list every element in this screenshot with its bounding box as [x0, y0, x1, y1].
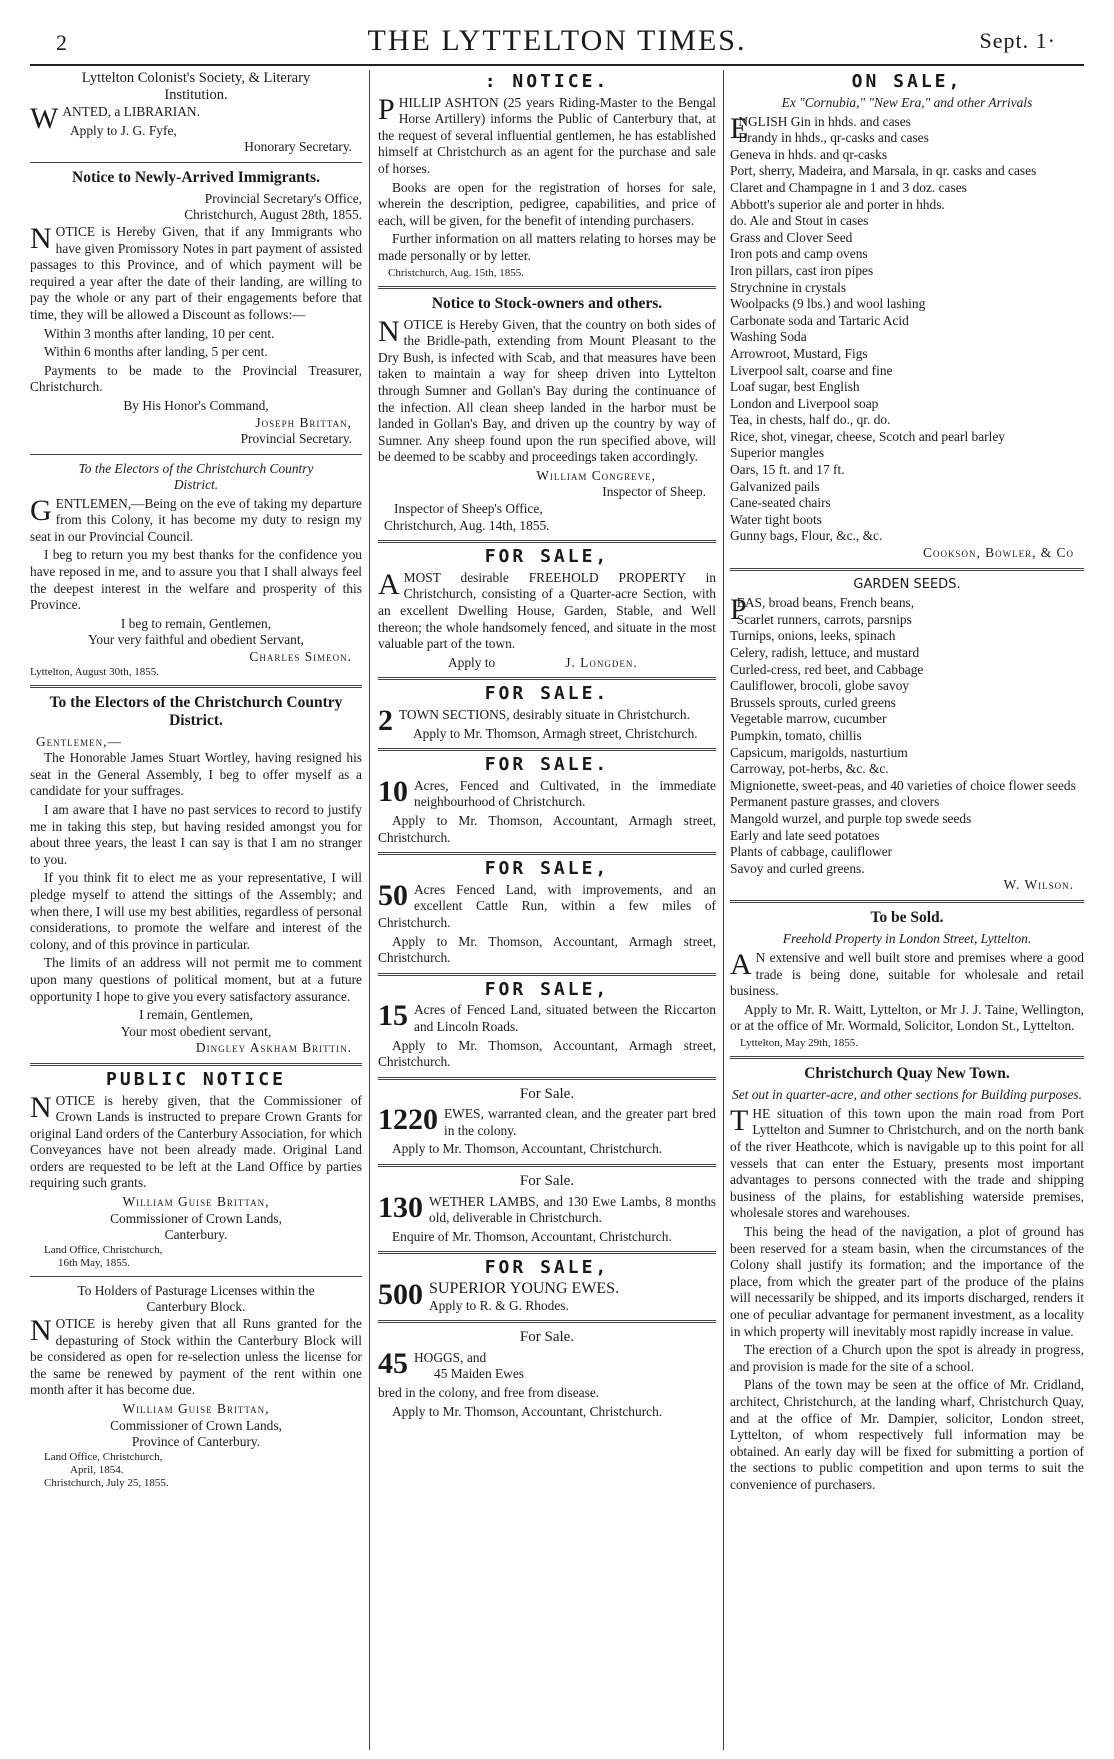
apply-line: Enquire of Mr. Thomson, Accountant, Christchurch.	[392, 1228, 672, 1244]
advert-on-sale	[730, 71, 1084, 562]
advert-body: If you think fit to elect me as your representative, I will pledge myself to attend the sittings of the Assembly; and when there, I will use my best abilities, regardless of personal considerations, to promote the welfare and interest of the colony, and of this province in particular.	[30, 870, 362, 952]
discount-line: Within 6 months after landing, 5 per cent.	[44, 344, 268, 360]
advert-body: OTICE is hereby given that all Runs granted for the depasturing of Stock within the Canterbury Block will be considered as open for re-selection unless the license for the same be renewed by payment of the rent within one month after it has become due.	[30, 1316, 362, 1398]
advert-title: FOR SALE,	[484, 1257, 610, 1279]
advert-body: HE situation of this town upon the main road from Port Lyttelton and Sumner to Christchurch, and on the north bank of the river Heathcote, which is navigable up to this point for all vessels that can enter the Estuary, presents most important advantages to persons connected with the trade and shipping business of the plains, for establishing waterside premises, wholesale stores and warehouses.	[730, 1105, 1084, 1221]
list-item: Vegetable marrow, cucumber	[730, 711, 887, 727]
advert-body: EWES, warranted clean, and the greater part bred in the colony.	[444, 1106, 716, 1138]
drop-cap: T	[730, 1103, 749, 1137]
advert-body: I am aware that I have no past services to record to justify me in taking this step, but having resided amongst you for about three years, the least I can say is that I am no stranger to you.	[30, 802, 362, 867]
advert-heading: District.	[173, 476, 219, 492]
signature: Charles Simeon.	[249, 649, 352, 665]
divider	[730, 1056, 1084, 1059]
apply-line: Apply to Mr. R. Waitt, Lyttelton, or Mr J. J. Taine, Wellington, or at the office of Mr. Wormald, Solicitor, London St., Lyttelton.	[730, 1001, 1084, 1034]
list-item: Strychnine in crystals	[730, 279, 847, 295]
list-item: Rice, shot, vinegar, cheese, Scotch and pearl barley	[730, 428, 1005, 444]
advert-hoggs	[378, 1329, 716, 1420]
drop-cap: N	[30, 221, 52, 255]
list-item: Arrowroot, Mustard, Figs	[730, 345, 868, 361]
office-line: Provincial Secretary's Office,	[204, 190, 362, 206]
list-item: Grass and Clover Seed	[730, 229, 853, 245]
divider	[378, 677, 716, 680]
list-item: Geneva in hhds. and qr-casks	[730, 146, 888, 162]
advert-title: FOR SALE.	[484, 754, 610, 776]
list-item: Claret and Champagne in 1 and 3 doz. cases	[730, 179, 967, 195]
advert-heading: Institution.	[164, 87, 228, 103]
list-item: Plants of cabbage, cauliflower	[730, 844, 893, 860]
advert-title: For Sale.	[519, 1085, 575, 1102]
list-item: Iron pots and camp ovens	[730, 246, 868, 262]
column-divider	[723, 70, 724, 1750]
divider	[378, 748, 716, 751]
divider	[30, 454, 362, 455]
advert-to-be-sold	[730, 909, 1084, 1050]
list-item: Galvanized pails	[730, 478, 820, 494]
list-item: Brandy in hhds., qr-casks and cases	[738, 130, 929, 146]
list-item: Mignionette, sweet-peas, and 40 varieties of choice flower seeds	[730, 777, 1076, 793]
list-item: Gunny bags, Flour, &c., &c.	[730, 528, 883, 544]
masthead	[0, 0, 1114, 66]
advert-brittin	[30, 694, 362, 1057]
closing-line: Your most obedient servant,	[120, 1023, 272, 1039]
advert-stock-owners	[378, 295, 716, 535]
advert-ewes	[378, 1086, 716, 1158]
advert-body: I beg to return you my best thanks for the confidence you have reposed in me, and to assure you that I shall always feel the deepest interest in the welfare and prosperity of this Province.	[30, 547, 362, 613]
advert-body: HOGGS, and	[414, 1349, 487, 1365]
signature: Cookson, Bowler, & Co	[923, 545, 1074, 561]
advert-public-notice	[30, 1068, 362, 1270]
issue-date: Sept. 1·	[979, 28, 1056, 53]
advert-body: OTICE is Hereby Given, that if any Immigrants who have given Promissory Notes in part payment of assisted passages to this Province, and of which payment will be required a year after the date of their landing, are willing to pay the whole or any part of their engagements before that time, they will be allowed a Discount as follows:—	[30, 223, 362, 322]
advert-body: OTICE is Hereby Given, that the country on both sides of the Bridle-path, extending from Mount Pleasant to the Dry Bush, is infected with Scab, and that measures have been taken to maintain a way for sheep driven into Lyttelton through Sumner and Gollan's Bay during the continuance of the infection. All clean sheep landed in the harbor must be landed in Gollan's Bay, and driven up the country by way of Sumner. Any sheep found upon the run specified above, will be deemed to be scabby and proceedings taken accordingly.	[378, 316, 716, 465]
signature: Honorary Secretary.	[244, 139, 352, 155]
divider	[378, 1320, 716, 1323]
list-item: NGLISH Gin in hhds. and cases	[738, 113, 911, 129]
list-item: EAS, broad beans, French beans,	[736, 595, 915, 611]
column-2	[378, 70, 716, 1750]
lot-number: 10	[378, 774, 408, 808]
apply-line: Apply to Mr. Thomson, Accountant, Christchurch.	[392, 1403, 663, 1419]
signature-title: Province of Canterbury.	[131, 1434, 261, 1450]
advert-young-ewes	[378, 1257, 716, 1314]
date-line: Lyttelton, May 29th, 1855.	[740, 1036, 858, 1049]
masthead-rule	[30, 64, 1084, 66]
advert-title: To be Sold.	[870, 908, 944, 926]
advert-title: For Sale.	[519, 1173, 575, 1190]
date-line: Land Office, Christchurch,	[44, 1243, 163, 1256]
salutation: Gentlemen,—	[36, 733, 122, 749]
apply-line: Apply to Mr. Thomson, Accountant, Armagh street, Christchurch.	[378, 812, 716, 845]
list-item: Woolpacks (9 lbs.) and wool lashing	[730, 296, 926, 312]
seeds-list	[730, 595, 1084, 877]
lot-number: 50	[378, 878, 408, 912]
newspaper-title: THE LYTTELTON TIMES.	[367, 24, 747, 57]
advert-body: Plans of the town may be seen at the office of Mr. Cridland, architect, Christchurch, at the landing wharf, Christchurch Quay, and at the office of Mr. Dampier, solicitor, London street, Lyttelton, of whom respectively full information may be obtained. An early day will be fixed for submitting a portion of the sections to public competition and upon terms to suit the convenience of purchasers.	[730, 1377, 1084, 1492]
discount-line: Within 3 months after landing, 10 per cent.	[44, 325, 275, 341]
drop-cap: P	[730, 593, 747, 627]
goods-list	[730, 111, 1084, 545]
advert-ashton	[378, 71, 716, 280]
advert-body: Payments to be made to the Provincial Treasurer, Christchurch.	[30, 362, 362, 395]
list-item: Tea, in chests, half do., qr. do.	[730, 412, 891, 428]
advert-librarian	[30, 70, 362, 156]
advert-simeon	[30, 461, 362, 679]
date-line: Land Office, Christchurch,	[44, 1450, 163, 1463]
advert-15-acres	[378, 978, 716, 1071]
list-item: Permanent pasture grasses, and clovers	[730, 794, 940, 810]
advert-heading: Lyttelton Colonist's Society, & Literary	[81, 70, 311, 86]
advert-title: For Sale.	[519, 1329, 575, 1346]
advert-50-acres	[378, 858, 716, 967]
drop-cap: W	[30, 102, 59, 135]
lot-number: 130	[378, 1190, 423, 1224]
advert-title: FOR SALE,	[484, 546, 610, 568]
advert-body: TOWN SECTIONS, desirably situate in Christchurch.	[399, 707, 690, 722]
advert-freehold	[378, 546, 716, 671]
divider	[730, 900, 1084, 903]
signature: William Guise Brittan,	[122, 1401, 270, 1416]
apply-line: Apply to	[448, 654, 496, 670]
advert-body: The Honorable James Stuart Wortley, having resigned his seat in the General Assembly, I beg to offer myself as a candidate for your suffrages.	[30, 750, 362, 799]
drop-cap: G	[30, 493, 52, 527]
date-line: Christchurch, Aug. 14th, 1855.	[384, 517, 550, 533]
apply-line: Apply to Mr. Thomson, Armagh street, Christchurch.	[413, 725, 698, 741]
advert-subtitle: Set out in quarter-acre, and other sections for Building purposes.	[732, 1086, 1082, 1102]
date-line: Christchurch, August 28th, 1855.	[184, 207, 362, 223]
column-1	[30, 70, 362, 1750]
advert-body: N extensive and well built store and premises where a good trade is being done, suitable for wholesale and retail business.	[730, 949, 1084, 999]
advert-body: 45 Maiden Ewes	[434, 1366, 524, 1382]
advert-quay-new-town	[730, 1065, 1084, 1494]
list-item: Celery, radish, lettuce, and mustard	[730, 645, 920, 660]
signature: W. Wilson.	[1003, 877, 1074, 893]
list-item: Early and late seed potatoes	[730, 827, 880, 843]
signature-title: Provincial Secretary.	[240, 431, 352, 447]
date-line: Christchurch, July 25, 1855.	[44, 1476, 169, 1489]
column-divider	[369, 70, 370, 1750]
divider	[730, 568, 1084, 571]
advert-title: PUBLIC NOTICE	[106, 1068, 286, 1090]
drop-cap: A	[378, 567, 400, 601]
page-number: 2	[56, 30, 67, 55]
divider	[30, 1063, 362, 1066]
list-item: Capsicum, marigolds, nasturtium	[730, 744, 908, 760]
advert-subtitle: Freehold Property in London Street, Lyttelton.	[782, 930, 1032, 946]
divider	[30, 162, 362, 163]
divider	[378, 286, 716, 289]
closing-line: I remain, Gentlemen,	[139, 1007, 253, 1023]
advert-title: FOR SALE.	[484, 683, 610, 705]
advert-title: To the Electors of the Christchurch Country District.	[49, 693, 343, 729]
lot-number: 1220	[378, 1103, 438, 1137]
lot-number: 45	[378, 1346, 408, 1380]
advert-title: Notice to Newly-Arrived Immigrants.	[72, 168, 320, 186]
advert-body: WETHER LAMBS, and 130 Ewe Lambs, 8 months old, deliverable in Christchurch.	[429, 1193, 716, 1226]
list-item: Port, sherry, Madeira, and Marsala, in qr. casks and cases	[730, 163, 1037, 179]
signature: William Guise Brittan,	[122, 1194, 270, 1210]
signature: J. Longden.	[565, 654, 638, 670]
signature: William Congreve,	[536, 467, 656, 483]
lot-number: 2	[378, 704, 393, 737]
advert-town-sections	[378, 683, 716, 742]
date-line: 16th May, 1855.	[58, 1256, 131, 1269]
advert-body: HILLIP ASHTON (25 years Riding-Master to the Bengal Horse Artillery) informs the Public of Canterbury that, at the request of several influential gentlemen, he has established himself at Christchurch as an agent for the purchase and sale of horses.	[378, 94, 716, 176]
office-line: Inspector of Sheep's Office,	[394, 501, 543, 517]
advert-heading: To the Electors of the Christchurch Country	[78, 460, 314, 476]
list-item: Pumpkin, tomato, chillis	[730, 727, 862, 743]
divider	[378, 1077, 716, 1080]
divider	[30, 685, 362, 688]
advert-title: Notice to Stock-owners and others.	[431, 294, 663, 312]
advert-title: FOR SALE,	[484, 858, 610, 880]
advert-apply: Apply to J. G. Fyfe,	[70, 122, 177, 138]
drop-cap: E	[730, 111, 749, 145]
signature: Dingley Askham Brittin.	[195, 1040, 352, 1056]
advert-heading: To Holders of Pasturage Licenses within the	[77, 1282, 315, 1298]
divider	[378, 1164, 716, 1167]
advert-body: This being the head of the navigation, a plot of ground has been reserved for a steam basin, when the circumstances of the Colony shall justify its formation; and the importance of the place, from which the greater part of the produce of the plains will necessarily be shipped, and its imports discharged, renders it one of peculiar advantage for permanent investment, as a locality in which property will inevitably most rapidly increase in value.	[730, 1224, 1084, 1339]
list-item: Iron pillars, cast iron pipes	[730, 262, 874, 278]
signature-title: Commissioner of Crown Lands,	[110, 1417, 282, 1433]
advert-body: Books are open for the registration of horses for sale, wherein the description, pedigree, capabilities, and price of each, will be given, for the benefit of intending purchasers.	[378, 179, 716, 228]
date-line: April, 1854.	[70, 1463, 124, 1476]
list-item: London and Liverpool soap	[730, 395, 879, 411]
signature-title: Canterbury.	[164, 1227, 228, 1243]
divider	[30, 1276, 362, 1277]
apply-line: Apply to Mr. Thomson, Accountant, Armagh street, Christchurch.	[378, 1037, 716, 1070]
advert-body: The erection of a Church upon the spot is already in progress, and provision is made for the site of a school.	[730, 1342, 1084, 1374]
advert-lambs	[378, 1173, 716, 1245]
advert-immigrants	[30, 169, 362, 448]
list-item: Abbott's superior ale and porter in hhds.	[730, 196, 945, 212]
advert-title: : NOTICE.	[484, 71, 610, 92]
advert-body: Acres Fenced Land, with improvements, and an excellent Cattle Run, within a few miles of Christchurch.	[378, 881, 716, 930]
divider	[378, 540, 716, 543]
advert-body: MOST desirable FREEHOLD PROPERTY in Christchurch, consisting of a Quarter-acre Section, with an excellent Dwelling House, Garden, Stable, and Well thereon; the whole handsomely fenced, and situate in the most valuable part of the town.	[378, 569, 716, 652]
advert-body: bred in the colony, and free from disease.	[378, 1385, 600, 1400]
apply-line: Apply to Mr. Thomson, Accountant, Armagh street, Christchurch.	[378, 933, 716, 966]
closing-line: I beg to remain, Gentlemen,	[120, 615, 272, 631]
advert-garden-seeds	[730, 577, 1084, 894]
list-item: Turnips, onions, leeks, spinach	[730, 628, 896, 644]
column-3	[730, 70, 1084, 1750]
list-item: Washing Soda	[730, 329, 807, 345]
list-item: Oars, 15 ft. and 17 ft.	[730, 462, 845, 478]
date-line: Lyttelton, August 30th, 1855.	[30, 665, 159, 678]
list-item: Carroway, pot-herbs, &c. &c.	[730, 761, 889, 777]
lot-number: 15	[378, 999, 408, 1033]
list-item: Water tight boots	[730, 511, 822, 527]
advert-title: FOR SALE,	[484, 978, 610, 1000]
advert-title: GARDEN SEEDS.	[853, 576, 961, 592]
divider	[378, 1251, 716, 1254]
advert-body: Further information on all matters relating to horses may be made personally or by letter.	[378, 231, 716, 263]
list-item: Mangold wurzel, and purple top swede seeds	[730, 810, 972, 826]
divider	[378, 973, 716, 976]
advert-body: SUPERIOR YOUNG EWES.	[429, 1280, 620, 1298]
list-item: Cane-seated chairs	[730, 495, 831, 511]
advert-body: ANTED, a LIBRARIAN.	[62, 104, 200, 119]
list-item: Superior mangles	[730, 445, 825, 461]
advert-body: The limits of an address will not permit me to comment upon many questions of political moment, but at a future opportunity I hope to give you every satisfactory assurance.	[30, 955, 362, 1004]
advert-title: ON SALE,	[851, 71, 963, 92]
advert-body: Acres of Fenced Land, situated between the Riccarton and Lincoln Roads.	[414, 1002, 716, 1034]
advert-pasturage	[30, 1283, 362, 1490]
signature: Joseph Brittan,	[255, 414, 352, 430]
list-item: Cauliflower, brocoli, globe savoy	[730, 678, 910, 694]
signature-title: Commissioner of Crown Lands,	[110, 1210, 282, 1226]
drop-cap: P	[378, 92, 395, 126]
closing-line: Your very faithful and obedient Servant,	[88, 632, 304, 648]
advert-heading: Canterbury Block.	[146, 1299, 246, 1315]
advert-subtitle: Ex "Cornubia," "New Era," and other Arrivals	[781, 94, 1033, 110]
drop-cap: N	[378, 314, 400, 348]
list-item: Carbonate soda and Tartaric Acid	[730, 312, 909, 328]
lot-number: 500	[378, 1278, 423, 1312]
list-item: Loaf sugar, best English	[730, 379, 860, 395]
advert-body: OTICE is hereby given, that the Commissioner of Crown Lands is instructed to prepare Crown Grants for original Land orders of the Canterbury Association, for which Conveyances have not been already made. Original Land orders are requested to be left at the Land Office by parties requiring such grants.	[30, 1092, 362, 1191]
command-line: By His Honor's Command,	[123, 397, 269, 413]
list-item: Brussels sprouts, curled greens	[730, 694, 896, 710]
advert-title: Christchurch Quay New Town.	[804, 1064, 1010, 1082]
drop-cap: N	[30, 1314, 52, 1348]
list-item: Liverpool salt, coarse and fine	[730, 362, 893, 378]
list-item: Savoy and curled greens.	[730, 860, 865, 876]
apply-line: Apply to Mr. Thomson, Accountant, Christchurch.	[392, 1141, 663, 1157]
list-item: Curled-cress, red beet, and Cabbage	[730, 661, 924, 677]
drop-cap: N	[30, 1090, 52, 1124]
advert-body: Acres, Fenced and Cultivated, in the immediate neighbourhood of Christchurch.	[414, 777, 716, 810]
apply-line: Apply to R. & G. Rhodes.	[429, 1297, 569, 1313]
list-item: do. Ale and Stout in cases	[730, 213, 869, 229]
list-item: Scarlet runners, carrots, parsnips	[736, 611, 912, 627]
advert-10-acres	[378, 754, 716, 846]
signature-title: Inspector of Sheep.	[602, 484, 706, 500]
drop-cap: A	[730, 947, 752, 981]
advert-body: ENTLEMEN,—Being on the eve of taking my departure from this Colony, it has become my duty to resign my seat in our Provincial Council.	[30, 495, 362, 544]
divider	[378, 852, 716, 855]
date-line: Christchurch, Aug. 15th, 1855.	[388, 266, 524, 279]
